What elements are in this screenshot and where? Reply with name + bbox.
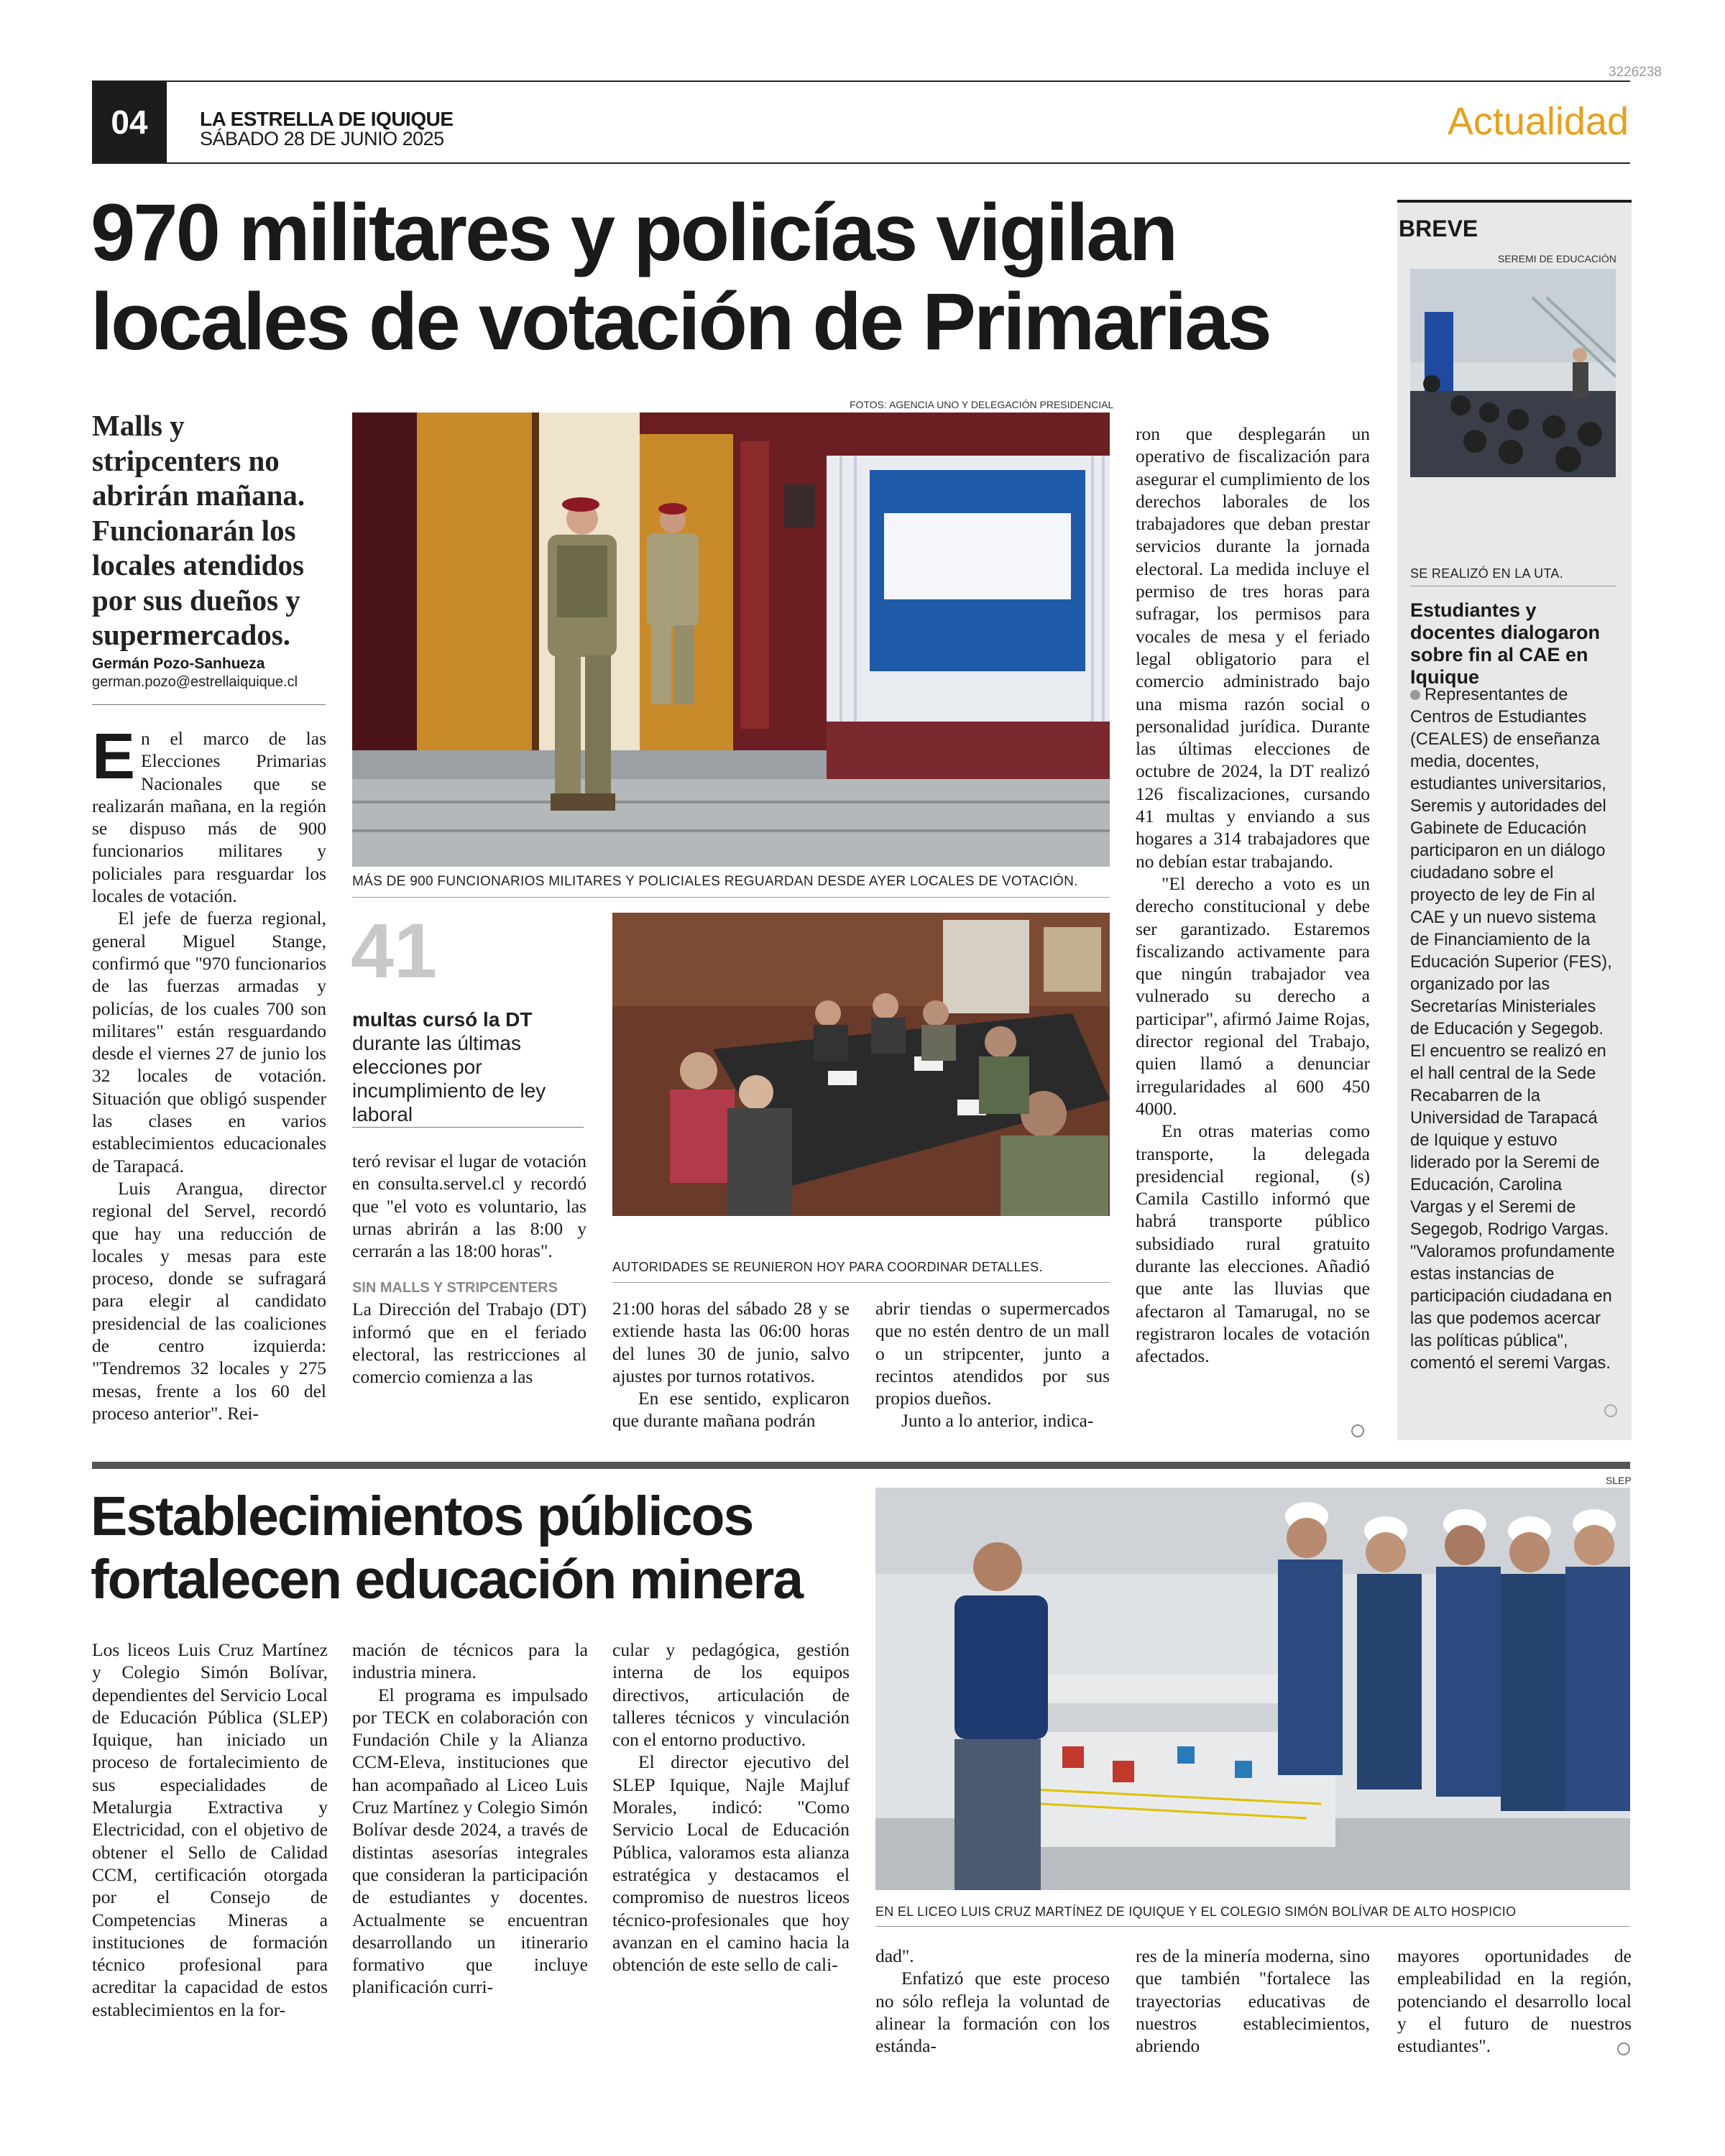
page-number — [92, 82, 167, 162]
breve-bullet-icon — [1410, 690, 1420, 700]
second-column-4 — [875, 1945, 1110, 2057]
main-end-mark-icon — [1351, 1424, 1364, 1437]
main-photo-credit: FOTOS: AGENCIA UNO Y DELEGACIÓN PRESIDENCIAL — [850, 399, 1114, 410]
main-column-5 — [1136, 423, 1370, 1367]
main-col5-p2: "El derecho a voto es un derecho constitucional y debe ser garantizado. Estaremos fiscalizando activamente para que ningún trabajador vea vulnerado su derecho a participar", afirmó Jaime Rojas, director regional del Trabajo, quien llamó a denunciar irregularidades al 600 450 4000. — [1136, 872, 1370, 1119]
mining-photo-illustration — [875, 1488, 1630, 1890]
main-col1-p1: n el marco de las Elecciones Primarias Nacionales que se realizarán mañana, en la región se dispuso más de 900 funcionarios militares y policiales para resguardar los locales de votación. — [92, 728, 326, 907]
byline-rule — [92, 704, 326, 705]
breve-sidebar — [1397, 200, 1632, 1440]
second-column-3 — [612, 1639, 850, 1976]
breve-top-rule — [1397, 200, 1632, 203]
main-col5-p1: ron que desplegarán un operativo de fiscalización para asegurar el cumplimiento de los derechos laborales de los trabajadores que deban prestar servicios durante la jornada electoral. La medida incluye el permiso de tres horas para sufragar, los permisos para vocales de mesa y el feriado legal obligatorio para el comercio administrado bajo una misma razón social o personalidad jurídica. Durante las últimas elecciones de octubre de 2024, la DT realizó 126 fiscalizaciones, cursando 41 multas y enviando a sus hogares a 314 trabajadores que no debían estar trabajando. — [1136, 423, 1370, 872]
breve-photo-credit: SEREMI DE EDUCACIÓN — [1498, 253, 1616, 264]
breve-label: BREVE — [1399, 216, 1478, 241]
meeting-photo-illustration — [612, 913, 1110, 1216]
main-photo2-caption: AUTORIDADES SE REUNIERON HOY PARA COORDINAR DETALLES. — [612, 1260, 1043, 1274]
second-col3-p1: cular y pedagógica, gestión interna de los equipos directivos, articulación de talleres técnicos y vinculación con el entorno productivo. — [612, 1639, 850, 1751]
main-photo-soldiers — [352, 413, 1110, 867]
second-photo-mining-students — [875, 1488, 1630, 1890]
second-photo-credit: SLEP — [1606, 1475, 1632, 1486]
second-column-5 — [1136, 1945, 1370, 2057]
breve-body — [1410, 684, 1619, 1375]
second-headline-line1: Establecimientos públicos — [91, 1485, 753, 1547]
stat-body: durante las últimas elecciones por incumplimiento de ley laboral — [352, 1032, 546, 1125]
second-headline-line2: fortalecen educación minera — [91, 1549, 803, 1611]
main-photo-meeting — [612, 913, 1110, 1216]
main-photo1-caption: MÁS DE 900 FUNCIONARIOS MILITARES Y POLICIALES REGUARDAN DESDE AYER LOCALES DE VOTACIÓN. — [352, 874, 1078, 889]
main-deck: Malls y stripcenters no abrirán mañana. Funcionarán los locales atendidos por sus dueños y supermercados. — [92, 409, 305, 651]
main-col2-p1: teró revisar el lugar de votación en consulta.servel.cl y recordó que "el voto es voluntario, las urnas abrirán a las 8:00 y cerrarán a las 18:00 horas". — [352, 1151, 586, 1262]
main-column-1 — [92, 721, 326, 1424]
second-col4-p2: Enfatizó que este proceso no sólo refleja la voluntad de alinear la formación con los estánda- — [875, 1968, 1110, 2057]
stat-bold: multas cursó la DT — [352, 1008, 533, 1031]
main-column-4 — [875, 1297, 1110, 1432]
second-col6: mayores oportunidades de empleabilidad en la región, potenciando el desarrollo local y el futuro de nuestros estudiantes". — [1397, 1945, 1632, 2057]
second-col4-p1: dad". — [875, 1945, 914, 1966]
main-headline-line2: locales de votación de Primarias — [91, 277, 1270, 367]
drop-cap: E — [92, 721, 136, 793]
breve-photo-illustration — [1410, 269, 1616, 477]
second-col1: Los liceos Luis Cruz Martínez y Colegio Simón Bolívar, dependientes del Servicio Local de Educación Pública (SLEP) Iquique, han iniciado un proceso de fortalecimiento de sus especialidades de Metalurgia Extractiva y Electricidad, con el objetivo de obtener el Sello de Calidad CCM, certificación otorgada por el Consejo de Competencias Mineras a instituciones de formación técnico profesional para acreditar la capacidad de estos establecimientos en la for- — [92, 1639, 328, 2020]
author-name: Germán Pozo-Sanhueza — [92, 655, 265, 672]
second-column-6 — [1397, 1945, 1632, 2057]
second-column-2 — [352, 1639, 588, 1999]
subhead-malls: SIN MALLS Y STRIPCENTERS — [352, 1280, 558, 1296]
page-code: 3226238 — [1609, 65, 1662, 80]
main-headline-line1: 970 militares y policías vigilan — [91, 188, 1177, 277]
main-column-2 — [352, 1150, 586, 1388]
second-headline — [91, 1485, 802, 1611]
stat-text — [352, 1008, 581, 1126]
main-col2-p2: La Dirección del Trabajo (DT) informó que en el feriado electoral, las restricciones al comercio comienza a las — [352, 1299, 586, 1388]
stat-number: 41 — [351, 907, 438, 994]
masthead-top-rule — [92, 80, 1630, 82]
section-divider — [92, 1462, 1630, 1469]
main-col3-p1: 21:00 horas del sábado 28 y se extiende hasta las 06:00 horas del lunes 30 de junio, salvo ajustes por turnos rotativos. — [612, 1298, 850, 1386]
main-headline — [91, 188, 1270, 367]
main-col4-p1: abrir tiendas o supermercados que no estén dentro de un mall o un stripcenter, junto a recintos atendidos por sus propios dueños. — [875, 1298, 1110, 1409]
main-col4-p2: Junto a lo anterior, indica- — [901, 1410, 1094, 1432]
main-col1-p3: Luis Arangua, director regional del Servel, recordó que hay una reducción de locales y mesas para este proceso, donde se sufragará para elegir al candidato presidencial de las coaliciones de centro izquierda: "Tendremos 32 locales y 275 mesas, frente a los 60 del proceso anterior". Rei- — [92, 1177, 326, 1424]
breve-headline: Estudiantes y docentes dialogaron sobre fin al CAE en Iquique — [1410, 599, 1601, 688]
main-col5-p3: En otras materias como transporte, la delegada presidencial regional, (s) Camila Castillo informó que habrá transporte público subsidiado rural gratuito durante las elecciones. Añadió que ante las lluvias que afectaron al Tamarugal, no se registraron locales de votación afectados. — [1136, 1120, 1370, 1367]
breve-end-mark-icon — [1604, 1404, 1617, 1417]
second-photo-caption: EN EL LICEO LUIS CRUZ MARTÍNEZ DE IQUIQUE Y EL COLEGIO SIMÓN BOLÍVAR DE ALTO HOSPICIO — [875, 1904, 1517, 1919]
main-col3-p2: En ese sentido, explicaron que durante mañana podrán — [612, 1388, 850, 1432]
main-column-3 — [612, 1297, 850, 1432]
second-col3-p2: El director ejecutivo del SLEP Iquique, Najle Majluf Morales, indicó: "Como Servicio Local de Educación Pública, valoramos esta alianza estratégica y destacamos el compromiso de nuestros liceos técnico-profesionales que hoy avanzan en el camino hacia la obtención de este sello de cali- — [612, 1751, 850, 1976]
second-col2-p1: mación de técnicos para la industria minera. — [352, 1639, 588, 1683]
issue-date: SÁBADO 28 DE JUNIO 2025 — [200, 128, 444, 149]
author-email: german.pozo@estrellaiquique.cl — [92, 674, 298, 690]
main-col1-p2: El jefe de fuerza regional, general Miguel Stange, confirmó que "970 funcionarios de las fuerzas armadas y policías, de los cuales 700 son militares" están resguardando desde el viernes 27 de junio los 32 locales de votación. Situación que obligó suspender las clases en varios establecimientos educacionales de Tarapacá. — [92, 908, 326, 1176]
second-col5: res de la minería moderna, sino que también "fortalece las trayectorias educativas de nuestros establecimientos, abriendo — [1136, 1945, 1370, 2057]
second-column-1 — [92, 1639, 328, 2021]
breve-photo — [1410, 269, 1616, 477]
caption1-rule — [352, 897, 1110, 898]
breve-body-text: Representantes de Centros de Estudiantes (CEALES) de enseñanza media, docentes, estudiantes universitarios, Seremis y autoridades del Gabinete de Educación participaron en un diálogo ciudadano sobre el proyecto de ley de Fin al CAE y un nuevo sistema de Financiamiento de la Educación Superior (FES), organizado por las Secretarías Ministeriales de Educación y Segegob. El encuentro se realizó en el hall central de la Sede Recabarren de la Universidad de Tarapacá de Iquique y estuvo liderado por la Seremi de Educación, Carolina Vargas y el Seremi de Segegob, Rodrigo Vargas. "Valoramos profundamente estas instancias de participación ciudadana en las que podemos acercar las políticas pública", comentó el seremi Vargas. — [1410, 686, 1615, 1373]
masthead-bottom-rule — [92, 162, 1630, 164]
stat-rule — [352, 1127, 584, 1128]
second-caption-rule — [875, 1926, 1630, 1927]
section-name: Actualidad — [1447, 100, 1629, 143]
second-end-mark-icon — [1617, 2042, 1630, 2055]
caption2-rule — [612, 1282, 1110, 1283]
page-number-text: 04 — [111, 103, 148, 141]
newspaper-name: LA ESTRELLA DE IQUIQUE — [200, 108, 454, 130]
second-col2-p2: El programa es impulsado por TECK en colaboración con Fundación Chile y la Alianza CCM-Eleva, instituciones que han acompañado al Liceo Luis Cruz Martínez y Colegio Simón Bolívar desde 2024, a través de distintas asesorías integrales que consideran la participación de estudiantes y docentes. Actualmente se encuentran desarrollando un itinerario formativo que incluye planificación curri- — [352, 1684, 588, 1998]
soldiers-photo-illustration — [352, 413, 1110, 867]
breve-photo-caption: SE REALIZÓ EN LA UTA. — [1410, 566, 1564, 581]
